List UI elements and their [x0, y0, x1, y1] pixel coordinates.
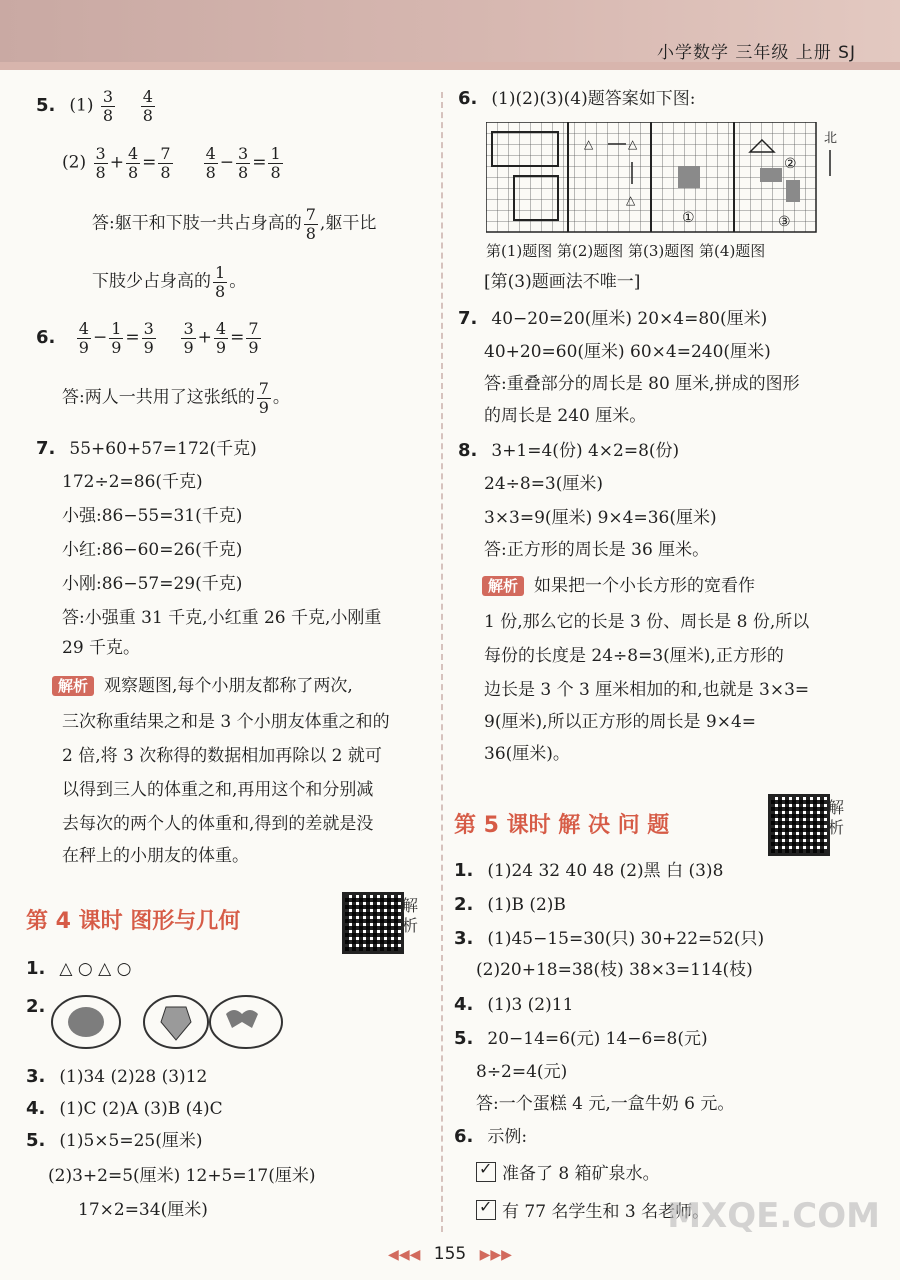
r-q8-analysis-3: 边长是 3 个 3 厘米相加的和,也就是 3×3= — [484, 680, 810, 700]
s4-q1: 1. △ ○ △ ○ — [26, 958, 132, 979]
q7-line-5: 答:小强重 31 千克,小红重 26 千克,小刚重 — [62, 608, 382, 628]
s5-q5-line1: 8÷2=4(元) — [476, 1062, 568, 1082]
q7-line-6: 29 千克。 — [62, 638, 141, 658]
r-q6-text: 6. (1)(2)(3)(4)题答案如下图: — [458, 88, 696, 109]
grid2-triangle-bottom: △ — [626, 193, 636, 207]
page-number: 155 — [433, 1244, 467, 1264]
s5-q5-line2: 答:一个蛋糕 4 元,一盒牛奶 6 元。 — [476, 1094, 735, 1114]
grid2-triangle-right: △ — [628, 137, 638, 151]
r-q6-grid-figure — [486, 122, 846, 234]
q5-answer1: 答:躯干和下肢一共占身高的 $\frac{7}{8}$ ,躯干比 — [92, 205, 377, 243]
prev-arrows-icon: ◀◀◀ — [388, 1247, 421, 1263]
r-q7-line2: 答:重叠部分的周长是 80 厘米,拼成的图形 — [484, 374, 800, 394]
s5-q3-line0: 3. (1)45−15=30(只) 30+22=52(只) — [454, 928, 765, 949]
r-q8-analysis-2: 每份的长度是 24÷8=3(厘米),正方形的 — [484, 646, 784, 666]
s5-q6-check-0: ✓准备了 8 箱矿泉水。 — [476, 1162, 660, 1184]
s5-q6-check-1: ✓有 77 名学生和 3 名老师。 — [476, 1200, 709, 1222]
r-q8-analysis-0: 解析 如果把一个小长方形的宽看作 — [482, 576, 755, 596]
checkbox-checked-icon — [476, 1200, 496, 1220]
qr-code-section-5[interactable] — [768, 794, 830, 856]
s5-q6: 6. 示例: — [454, 1126, 528, 1147]
next-arrows-icon: ▶▶▶ — [479, 1247, 512, 1263]
section-4-title: 第 4 课时 图形与几何 — [26, 909, 241, 934]
s4-q5-line1: (2)3+2=5(厘米) 12+5=17(厘米) — [48, 1166, 316, 1186]
grid4-shaded-b — [786, 180, 800, 202]
r-q8-analysis-4: 9(厘米),所以正方形的周长是 9×4= — [484, 712, 757, 732]
analysis-tag: 解析 — [52, 676, 94, 696]
birds-shape — [226, 1010, 258, 1028]
s4-q3: 3. (1)34 (2)28 (3)12 — [26, 1066, 208, 1087]
s4-q5-line0: 5. (1)5×5=25(厘米) — [26, 1130, 203, 1151]
q7-line-4: 小刚:86−57=29(千克) — [62, 574, 243, 594]
r-q7-line1: 40+20=60(厘米) 60×4=240(厘米) — [484, 342, 771, 362]
r-q8-line3: 答:正方形的周长是 36 厘米。 — [484, 540, 710, 560]
q7-line-0: 7. 55+60+57=172(千克) — [36, 438, 257, 459]
q7-analysis-3: 以得到三人的体重之和,再用这个和分别减 — [62, 780, 374, 800]
s5-q2: 2. (1)B (2)B — [454, 894, 566, 915]
grid4-mark-3: ③ — [778, 214, 791, 230]
analysis-tag: 解析 — [482, 576, 524, 596]
lantern-shape — [68, 1007, 104, 1037]
q7-analysis-1: 三次称重结果之和是 3 个小朋友体重之和的 — [62, 712, 390, 732]
q6-equation: 6. $\frac{4}{9}$ − $\frac{1}{9}$ = $\frac{3}{9}$ $\frac{3}{9}$ + $\frac{4}{9}$ = $\frac{7}{9}$ — [36, 319, 259, 357]
r-q8-line0: 8. 3+1=4(份) 4×2=8(份) — [458, 440, 680, 461]
q7-line-2: 小强:86−55=31(千克) — [62, 506, 243, 526]
north-label: 北 — [824, 131, 838, 146]
q7-analysis-0: 解析 观察题图,每个小朋友都称了两次, — [52, 676, 353, 696]
column-divider — [441, 92, 443, 1232]
r-q8-line2: 3×3=9(厘米) 9×4=36(厘米) — [484, 508, 717, 528]
fish-shape — [161, 1007, 191, 1040]
q7-line-1: 172÷2=86(千克) — [62, 472, 203, 492]
s4-q2-figures — [46, 992, 286, 1052]
q7-analysis-2: 2 倍,将 3 次称得的数据相加再除以 2 就可 — [62, 746, 382, 766]
q5-line1: 5. (1) $\frac{3}{8}$ $\frac{4}{8}$ — [36, 87, 153, 125]
q5-line2: (2) $\frac{3}{8}$ + $\frac{4}{8}$ = $\frac{7}{8}$ $\frac{4}{8}$ − $\frac{3}{8}$ = $\frac{1}{8}$ — [62, 144, 281, 182]
s4-q5-line2: 17×2=34(厘米) — [78, 1200, 208, 1220]
page-footer — [0, 1244, 900, 1264]
r-q7-line3: 的周长是 240 厘米。 — [484, 406, 647, 426]
qr-label-section-4: 解析 — [402, 896, 419, 935]
q7-analysis-4: 去每次的两个人的体重和,得到的差就是没 — [62, 814, 374, 834]
s5-q5-line0: 5. 20−14=6(元) 14−6=8(元) — [454, 1028, 708, 1049]
s5-q3-line1: (2)20+18=38(枝) 38×3=114(枝) — [476, 960, 753, 980]
header-title: 小学数学 三年级 上册 SJ — [656, 43, 856, 63]
qr-label-section-5: 解析 — [828, 798, 845, 837]
s5-q4: 4. (1)3 (2)11 — [454, 994, 574, 1015]
r-q6-note: [第(3)题画法不唯一] — [484, 272, 641, 292]
s4-q4: 4. (1)C (2)A (3)B (4)C — [26, 1098, 223, 1119]
q6-answer: 答:两人一共用了这张纸的 $\frac{7}{9}$ 。 — [62, 379, 290, 417]
r-q6-captions: 第(1)题图 第(2)题图 第(3)题图 第(4)题图 — [486, 242, 766, 260]
grid2-triangle-left: △ — [584, 137, 594, 151]
checkbox-checked-icon — [476, 1162, 496, 1182]
grid3-mark: ① — [682, 210, 695, 226]
r-q8-analysis-5: 36(厘米)。 — [484, 744, 570, 764]
q7-analysis-5: 在秤上的小朋友的体重。 — [62, 846, 249, 866]
s4-q2: 2. — [26, 996, 46, 1017]
section-5-title: 第 5 课时 解 决 问 题 — [454, 813, 670, 838]
q5-answer2: 下肢少占身高的 $\frac{1}{8}$ 。 — [92, 263, 247, 301]
s5-q1: 1. (1)24 32 40 48 (2)黑 白 (3)8 — [454, 860, 724, 881]
grid4-shaded-a — [760, 168, 782, 182]
grid4-mark-2: ② — [784, 156, 797, 172]
grid3-shaded-square — [678, 166, 700, 188]
watermark-logo: MXQE.COM — [667, 1196, 880, 1236]
r-q7-line0: 7. 40−20=20(厘米) 20×4=80(厘米) — [458, 308, 768, 329]
r-q8-line1: 24÷8=3(厘米) — [484, 474, 604, 494]
r-q8-analysis-1: 1 份,那么它的长是 3 份、周长是 8 份,所以 — [484, 612, 810, 632]
q7-line-3: 小红:86−60=26(千克) — [62, 540, 243, 560]
qr-code-section-4[interactable] — [342, 892, 404, 954]
